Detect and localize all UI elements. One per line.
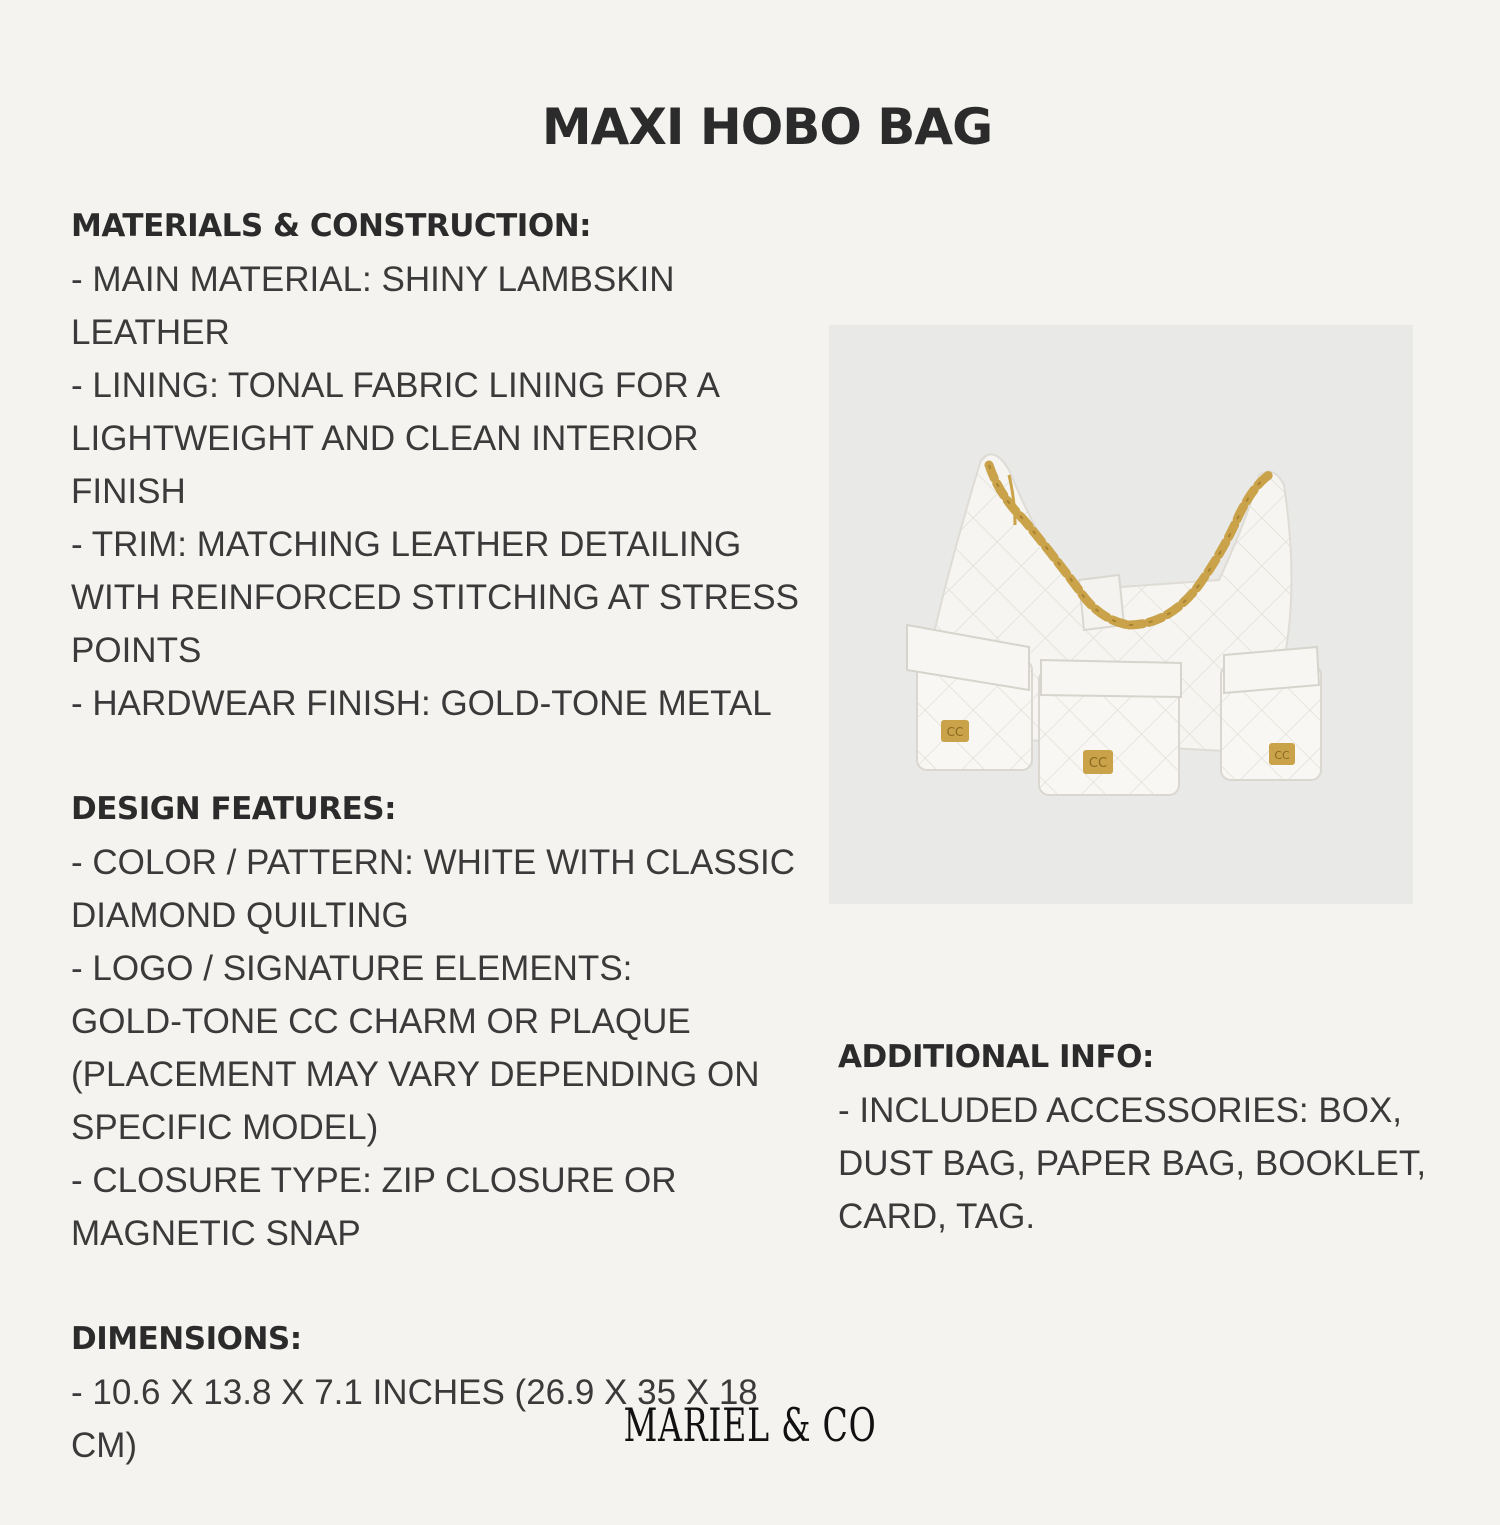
design-heading: DESIGN FEATURES: bbox=[71, 791, 396, 827]
materials-line: WITH REINFORCED STITCHING AT STRESS bbox=[71, 578, 799, 617]
materials-line: LEATHER bbox=[71, 313, 230, 352]
svg-text:CC: CC bbox=[1274, 749, 1290, 762]
materials-section bbox=[71, 200, 801, 730]
design-line: MAGNETIC SNAP bbox=[71, 1214, 361, 1253]
additional-section bbox=[838, 1031, 1438, 1243]
materials-heading: MATERIALS & CONSTRUCTION: bbox=[71, 208, 592, 244]
cc-logo-icon bbox=[941, 720, 969, 742]
dimensions-line: CM) bbox=[71, 1426, 138, 1465]
materials-line: - MAIN MATERIAL: SHINY LAMBSKIN bbox=[71, 260, 675, 299]
design-line: - COLOR / PATTERN: WHITE WITH CLASSIC bbox=[71, 843, 796, 882]
page-title: MAXI HOBO BAG bbox=[541, 98, 993, 156]
dimensions-line: - 10.6 X 13.8 X 7.1 INCHES (26.9 X 35 X 18 bbox=[71, 1373, 758, 1412]
svg-text:CC: CC bbox=[946, 725, 964, 739]
svg-text:CC: CC bbox=[1088, 756, 1108, 771]
cc-logo-icon bbox=[1269, 743, 1295, 765]
spec-column-right bbox=[838, 1031, 1438, 1296]
dimensions-heading: DIMENSIONS: bbox=[71, 1321, 302, 1357]
design-line: (PLACEMENT MAY VARY DEPENDING ON bbox=[71, 1055, 760, 1094]
materials-line: - HARDWEAR FINISH: GOLD-TONE METAL bbox=[71, 684, 772, 723]
design-line: - LOGO / SIGNATURE ELEMENTS: bbox=[71, 949, 633, 988]
additional-line: - INCLUDED ACCESSORIES: BOX, bbox=[838, 1091, 1403, 1130]
design-line: DIAMOND QUILTING bbox=[71, 896, 409, 935]
design-section bbox=[71, 783, 801, 1260]
materials-line: POINTS bbox=[71, 631, 202, 670]
additional-line: CARD, TAG. bbox=[838, 1197, 1036, 1236]
design-line: GOLD-TONE CC CHARM OR PLAQUE bbox=[71, 1002, 691, 1041]
product-photo bbox=[829, 325, 1413, 904]
design-line: SPECIFIC MODEL) bbox=[71, 1108, 379, 1147]
cc-logo-icon bbox=[1083, 750, 1113, 774]
spec-column-left bbox=[71, 200, 801, 1525]
materials-line: - LINING: TONAL FABRIC LINING FOR A bbox=[71, 366, 720, 405]
additional-heading: ADDITIONAL INFO: bbox=[838, 1039, 1154, 1075]
design-line: - CLOSURE TYPE: ZIP CLOSURE OR bbox=[71, 1161, 677, 1200]
bag-illustration bbox=[829, 325, 1413, 904]
additional-line: DUST BAG, PAPER BAG, BOOKLET, bbox=[838, 1144, 1427, 1183]
materials-line: - TRIM: MATCHING LEATHER DETAILING bbox=[71, 525, 742, 564]
brand-logo: MARIEL & CO bbox=[623, 1398, 877, 1452]
materials-line: LIGHTWEIGHT AND CLEAN INTERIOR FINISH bbox=[71, 419, 699, 511]
